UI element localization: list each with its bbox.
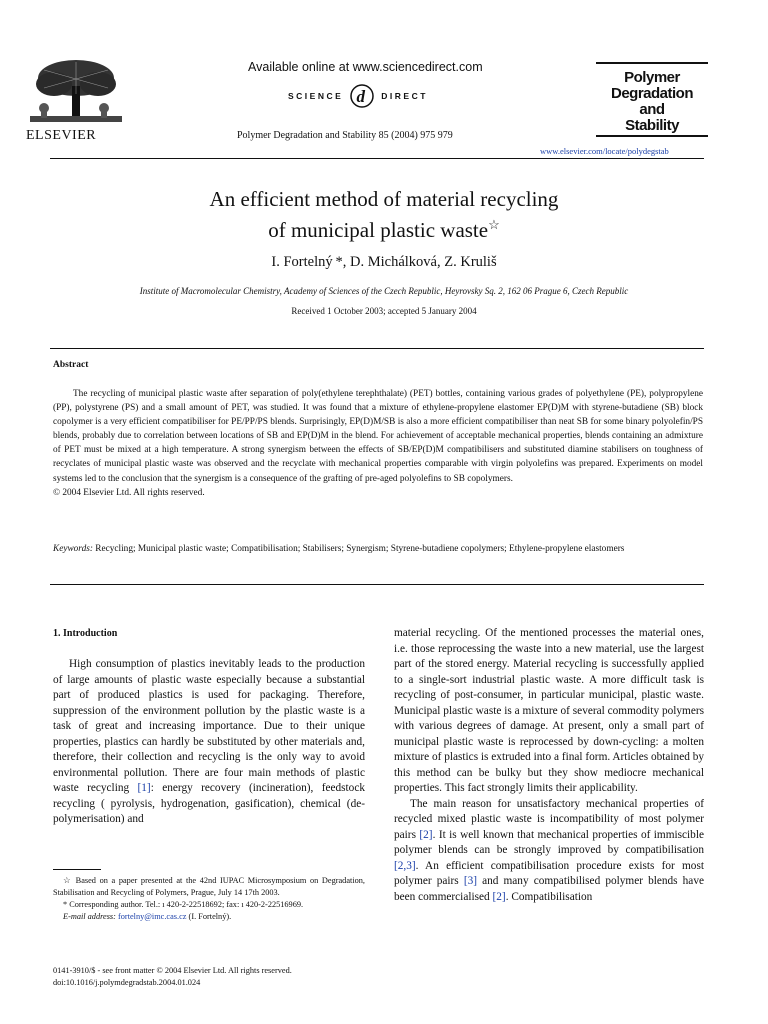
front-matter-info: [53, 965, 292, 989]
svg-text:d: d: [356, 87, 368, 106]
journal-name-line: Polymer: [624, 69, 680, 86]
reference-link[interactable]: [2]: [492, 890, 506, 903]
received-dates: Received 1 October 2003; accepted 5 January 2004: [291, 306, 477, 316]
keywords-list: Recycling; Municipal plastic waste; Compatibilisation; Stabilisers; Synergism; Styrene-butadiene copolymers; Ethylene-propylene elastomers: [95, 544, 625, 554]
journal-logo: [596, 62, 708, 134]
title-line-1: An efficient method of material recycling: [209, 187, 559, 211]
journal-logo-rule: [596, 135, 708, 137]
abstract-text: The recycling of municipal plastic waste after separation of poly(ethylene terephthalate) (PET) bottles, containing various grades of polyethylene (PE), polypropylene (PP), polystyrene (PS) and a small amount of PET, was studied. It was found that a mixture of ethylene-propylene elastomer EP(D)M with styrene-butadiene (SB) block copolymer is a very efficient compatibiliser for PE/PP/PS blends. Surprisingly, EP(D)M/SB is also a more efficient compatibiliser than neat SB for some binary polyolefin/PS blends, probably due to correlation between locations of SB and EP(D)M in the blend. For achievement of acceptable mechanical properties, blends containing an admixture of PET must be mixed at a high temperature. A strong synergism between the effects of SB/EP(D)M compatibilisers and substituted diamine stabilisers on toughness of recyclates of municipal plastic waste was observed and the recyclate with mechanical properties comparable with virgin polyolefins was prepared. Experiments on model systems led to the conclusion that the synergism is a consequence of the grafting of pre-aged polyolefins to SB copolymers.: [53, 389, 703, 484]
abstract-bottom-divider: [50, 584, 704, 585]
abstract-copyright: © 2004 Elsevier Ltd. All rights reserved.: [53, 487, 205, 498]
abstract-heading: Abstract: [53, 360, 89, 370]
affiliation: Institute of Macromolecular Chemistry, Academy of Sciences of the Czech Republic, Heyrovsky Sq. 2, 162 06 Prague 6, Czech Republic: [139, 286, 629, 296]
doi-line: doi:10.1016/j.polymdegradstab.2004.01.024: [53, 978, 201, 987]
header-divider: [50, 158, 704, 159]
publisher-name: ELSEVIER: [26, 128, 97, 143]
reference-link[interactable]: [1]: [137, 782, 151, 794]
reference-link[interactable]: [2,3]: [394, 859, 416, 872]
footnote-conference: ☆ Based on a paper presented at the 42nd IUPAC Microsymposium on Degradation, Stabilisation and Recycling of Polymers, Prague, July 14 17th 2003.: [53, 876, 365, 897]
journal-citation: Polymer Degradation and Stability 85 (2004) 975 979: [237, 130, 453, 141]
reference-link[interactable]: [3]: [463, 875, 477, 887]
left-column: [53, 657, 365, 828]
footnotes: [53, 875, 365, 923]
keywords-label: Keywords:: [53, 544, 93, 554]
title-footnote-mark[interactable]: ☆: [488, 217, 500, 232]
footnote-corresponding-author: * Corresponding author. Tel.: ı 420-2-22518692; fax: ı 420-2-22516969.: [63, 900, 304, 909]
abstract-top-divider: [50, 348, 704, 349]
sciencedirect-logo: [288, 83, 428, 109]
intro-paragraph-1: High consumption of plastics inevitably leads to the production of large amounts of plastic waste especially because a substantial part of produced plastics is used for packaging. Therefore, suppression of the environment pollution by the plastic waste is a task of great and increasing importance. Due to their unique properties, plastics can hardly be substituted by other materials and, therefore, their collection and recycling is the only way to avoid environmental pollution. There are four main methods of plastic waste recycling [1]: energy recovery (incineration), feedstock recycling ( pyrolysis, hydrogenation, gasification), chemical (de-polymerisation) and: [53, 658, 365, 825]
sciencedirect-d-icon: [349, 83, 375, 109]
title-line-2: of municipal plastic waste: [268, 218, 489, 242]
footnote-email: E-mail address: fortelny@imc.cas.cz (I. Fortelný).: [63, 912, 232, 921]
journal-url-link[interactable]: www.elsevier.com/locate/polydegstab: [540, 146, 669, 156]
keywords: [53, 542, 703, 556]
journal-name-line: Stability: [625, 117, 679, 134]
journal-name-line: and: [639, 101, 665, 118]
section-heading-introduction: 1. Introduction: [53, 628, 118, 639]
authors: I. Fortelný *, D. Michálková, Z. Kruliš: [271, 254, 497, 270]
article-title: [0, 186, 768, 243]
abstract-body: [53, 387, 703, 500]
intro-paragraph-2: The main reason for unsatisfactory mechanical properties of recycled mixed plastic waste is incompatibility of most polymer pairs [2]. It is well known that mechanical properties of immiscible polymer blends can be strongly improved by compatibilisation [2,3]. An efficient compatibilisation procedure exists for most polymer pairs [3] and many compatibilised polymer blends have been commercialised [2]. Compatibilisation: [394, 797, 704, 903]
footnote-divider: [53, 869, 101, 870]
sd-right-text: DIRECT: [381, 91, 428, 101]
issn-line: 0141-3910/$ - see front matter © 2004 Elsevier Ltd. All rights reserved.: [53, 966, 292, 975]
journal-name-line: Degradation: [610, 85, 693, 102]
intro-paragraph-continued: material recycling. Of the mentioned processes the material ones, i.e. those reprocessing the waste into a new material, use the largest part of the stored energy. Material recycling is successfully applied to a single-sort industrial plastic waste. A more difficult task is recycling of post-consumer, in particular municipal, plastic waste. Municipal plastic waste is a mixture of several commodity polymers with various degrees of damage. At present, only a small part of municipal plastic waste is reprocessed by down-cycling: a molten mixture of plastics is extruded into a final form. Articles obtained by this method can be bulky but they show mediocre mechanical properties. This fact strongly limits their applicability.: [394, 627, 704, 794]
sd-left-text: SCIENCE: [288, 91, 344, 101]
email-link[interactable]: fortelny@imc.cas.cz: [118, 912, 187, 921]
available-online-text: Available online at www.sciencedirect.com: [248, 60, 483, 74]
right-column: [394, 626, 704, 905]
reference-link[interactable]: [2]: [419, 828, 433, 841]
